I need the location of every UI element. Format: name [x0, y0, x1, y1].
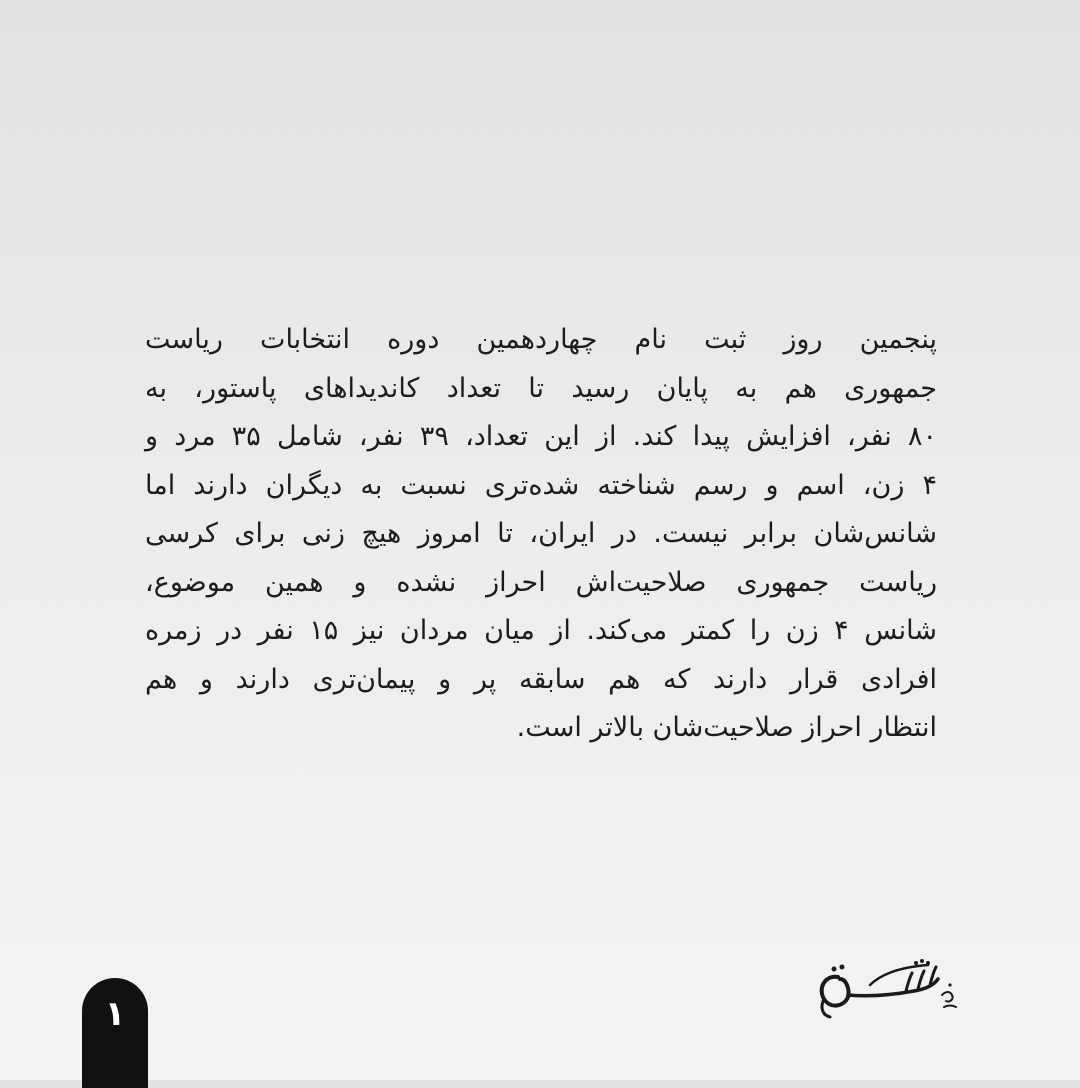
article-line: جمهوری هم به پایان رسید تا تعداد کاندیداهای پاستور، به [145, 372, 937, 404]
article-line: شانس ۴ زن را کمتر می‌کند. از میان مردان نیز ۱۵ نفر در زمره [145, 615, 937, 646]
page-number-tab [82, 978, 148, 1088]
article-line: ریاست جمهوری صلاحیت‌اش احراز نشده و همین موضوع، [145, 566, 937, 598]
article-line: ۴ زن، اسم و رسم شناخته شده‌تری نسبت به دیگران دارند اما [145, 469, 937, 501]
article-body [145, 316, 937, 753]
article-line: انتظار احراز صلاحیت‌شان بالاتر است. [516, 712, 937, 743]
article-line: شانس‌شان برابر نیست. در ایران، تا امروز هیچ زنی برای کرسی [145, 518, 937, 549]
shargh-logo [810, 955, 960, 1025]
page-number: ۱ [104, 994, 126, 1034]
article-line: پنجمین روز ثبت نام چهاردهمین دوره انتخابات ریاست [145, 324, 937, 355]
article-line: افرادی قرار دارند که هم سابقه پر و پیمان‌تری دارند و هم [145, 663, 937, 695]
article-line: ۸۰ نفر، افزایش پیدا کند. از این تعداد، ۳۹ نفر، شامل ۳۵ مرد و [145, 421, 937, 452]
